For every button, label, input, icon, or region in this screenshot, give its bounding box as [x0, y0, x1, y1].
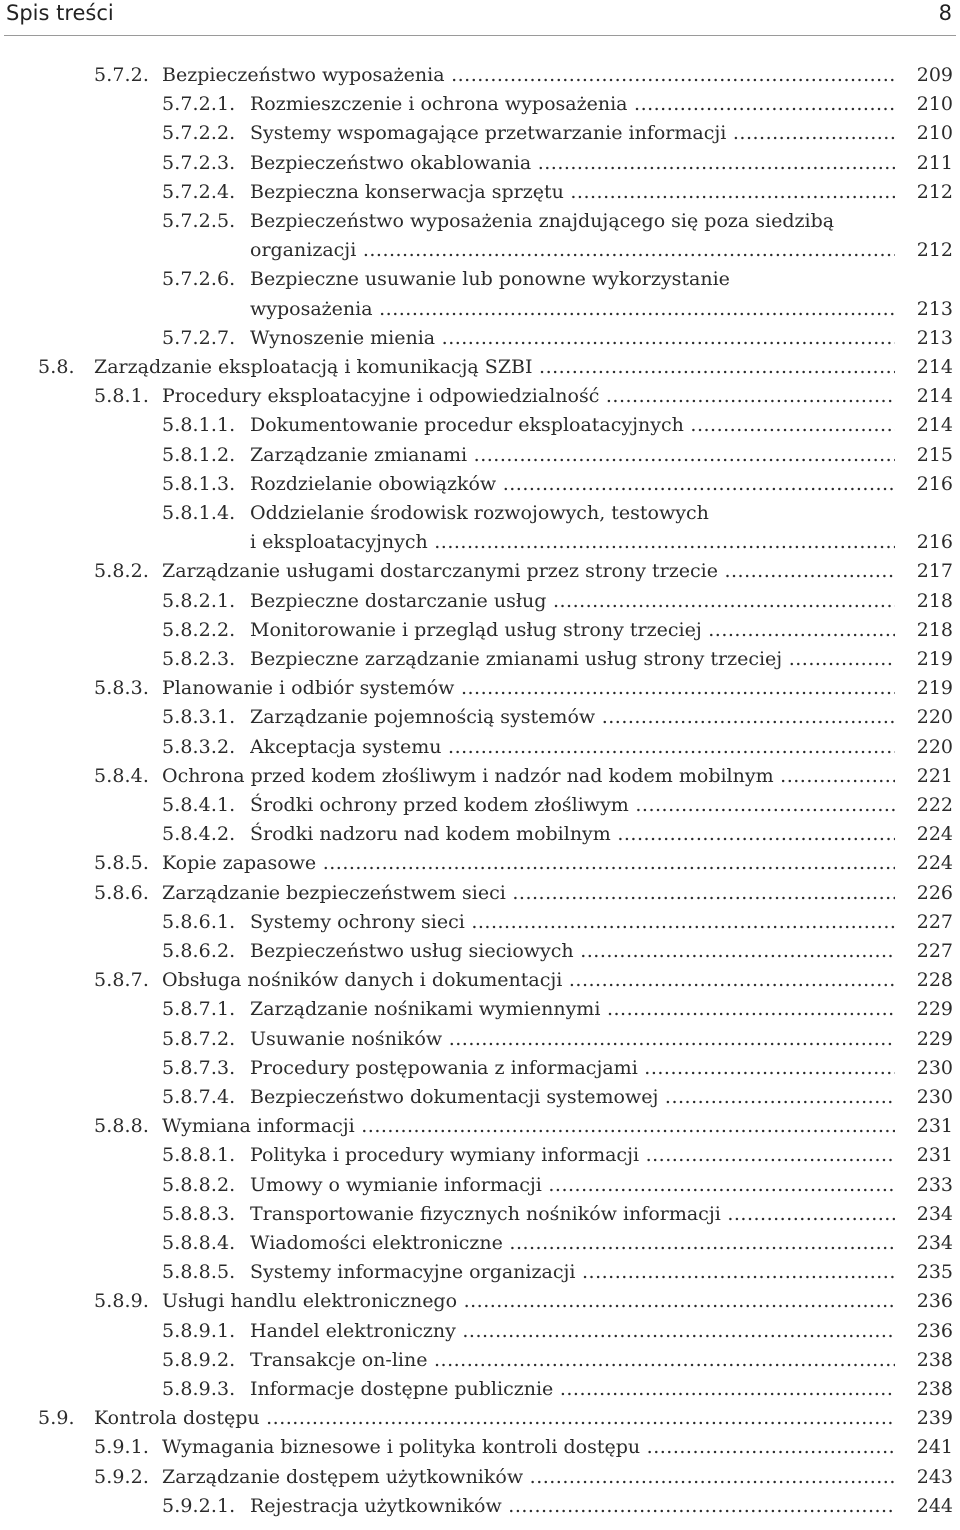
toc-entry-title: Transakcje on-line [250, 1348, 428, 1371]
toc-entry-number: 5.8.1.2. [162, 443, 236, 466]
toc-entry[interactable] [0, 265, 960, 294]
toc-entry-page: 224 [903, 849, 953, 878]
toc-entry-leader [250, 995, 895, 1024]
toc-entry-number: 5.8.7.4. [162, 1086, 236, 1108]
toc-entry-leader [250, 1141, 895, 1170]
toc-entry-page: 236 [903, 1287, 953, 1316]
toc-entry-title: Zarządzanie bezpieczeństwem sieci [162, 881, 506, 904]
toc-entry-number: 5.8.1.3. [162, 472, 236, 495]
toc-entry-leader [162, 879, 895, 908]
toc-entry-number: 5.8.1.1. [162, 414, 236, 437]
toc-entry-title: Akceptacja systemu [250, 735, 442, 758]
toc-entry-number: 5.9.2.1. [162, 1494, 236, 1517]
toc-entry-leader [162, 966, 895, 995]
toc-entry[interactable] [0, 119, 960, 148]
toc-entry[interactable] [0, 1463, 960, 1492]
toc-entry-leader [162, 762, 895, 791]
toc-entry-page: 238 [903, 1375, 953, 1404]
toc-entry-number: 5.8.6.2. [162, 940, 236, 962]
toc-entry-page: 231 [903, 1112, 953, 1141]
toc-entry-leader [250, 207, 834, 236]
toc-entry-title: Systemy ochrony sieci [250, 910, 465, 933]
toc-entry-number: 5.8.4. [94, 764, 149, 787]
toc-entry[interactable] [0, 382, 960, 411]
toc-entry-page: 220 [903, 733, 953, 762]
toc-entry-page: 210 [903, 90, 953, 119]
toc-entry-leader [162, 1112, 895, 1141]
toc-entry[interactable] [0, 178, 960, 207]
toc-entry-number: 5.8.2. [94, 560, 149, 583]
toc-entry-title: Bezpieczna konserwacja sprzętu [250, 180, 564, 203]
toc-entry[interactable] [0, 149, 960, 178]
toc-entry-page: 219 [903, 674, 953, 703]
toc-entry-title: Bezpieczeństwo wyposażenia [162, 64, 445, 86]
toc-entry-leader [250, 1346, 895, 1375]
toc-entry-number: 5.8.9.1. [162, 1319, 236, 1342]
toc-entry-page: 218 [903, 616, 953, 645]
toc-entry-page: 212 [903, 236, 953, 265]
toc-entry-page: 216 [903, 528, 953, 557]
toc-entry-number: 5.8.8. [94, 1115, 149, 1138]
toc-entry-title: i eksploatacyjnych [250, 531, 428, 554]
toc-entry-leader [250, 90, 895, 119]
toc-entry-page: 221 [903, 762, 953, 791]
toc-entry-leader [250, 1200, 895, 1229]
toc-entry-number: 5.7.2.3. [162, 151, 236, 174]
toc-entry-number: 5.7.2.2. [162, 122, 236, 145]
toc-entry[interactable] [0, 879, 960, 908]
toc-entry-title: Bezpieczne usuwanie lub ponowne wykorzystanie [250, 268, 730, 291]
toc-entry[interactable] [0, 470, 960, 499]
page-header [0, 0, 960, 36]
toc-entry-number: 5.8.4.1. [162, 794, 236, 816]
toc-entry-page: 243 [903, 1463, 953, 1492]
toc-entry-leader [250, 1083, 895, 1112]
toc-entry-leader [250, 528, 895, 557]
toc-entry[interactable] [0, 207, 960, 236]
toc-entry-number: 5.9.2. [94, 1465, 149, 1488]
toc-entry-number: 5.8.6. [94, 881, 149, 904]
toc-entry-leader [94, 1404, 895, 1433]
toc-entry[interactable] [0, 1375, 960, 1404]
toc-entry[interactable] [0, 1083, 960, 1112]
toc-entry-title: Procedury eksploatacyjne i odpowiedzialność [162, 385, 600, 408]
toc-entry[interactable] [0, 1346, 960, 1375]
toc-entry-page: 234 [903, 1200, 953, 1229]
toc-entry-page: 216 [903, 470, 953, 499]
toc-entry-title: Wynoszenie mienia [250, 326, 436, 349]
toc-entry-leader [250, 499, 709, 528]
toc-entry-leader [250, 265, 730, 294]
toc-entry-leader [250, 1229, 895, 1258]
toc-entry-leader [250, 1317, 895, 1346]
toc-entry-page: 214 [903, 382, 953, 411]
toc-entry-number: 5.8.8.5. [162, 1261, 236, 1284]
toc-entry-page: 222 [903, 791, 953, 820]
toc-entry-title: wyposażenia [250, 297, 373, 320]
toc-entry-number: 5.7.2.1. [162, 93, 236, 116]
toc-entry-title: Planowanie i odbiór systemów [162, 677, 455, 700]
toc-entry[interactable] [0, 966, 960, 995]
toc-entry-title: Kopie zapasowe [162, 852, 317, 875]
toc-entry-title: Rejestracja użytkowników [250, 1494, 502, 1517]
toc-entry-title: Usługi handlu elektronicznego [162, 1290, 458, 1313]
toc-entry-leader [250, 616, 895, 645]
toc-entry[interactable] [0, 1258, 960, 1287]
toc-entry-page: 227 [903, 908, 953, 937]
toc-entry-leader [250, 470, 895, 499]
toc-entry-number: 5.8.2.1. [162, 589, 236, 612]
toc-entry-title: Bezpieczeństwo okablowania [250, 151, 532, 174]
toc-entry[interactable] [0, 499, 960, 528]
toc-entry-page: 238 [903, 1346, 953, 1375]
toc-entry-leader [250, 324, 895, 353]
toc-entry[interactable] [0, 528, 960, 557]
toc-entry-page: 211 [903, 149, 953, 178]
toc-entry[interactable] [0, 587, 960, 616]
toc-entry-leader [250, 1171, 895, 1200]
toc-entry-number: 5.8.7.1. [162, 998, 236, 1021]
toc-entry-number: 5.8.1. [94, 385, 149, 408]
toc-entry-leader [250, 1025, 895, 1054]
toc-entry-page: 244 [903, 1492, 953, 1521]
toc-entry-page: 215 [903, 441, 953, 470]
toc-entry-title: Polityka i procedury wymiany informacji [250, 1144, 640, 1167]
toc-entry[interactable] [0, 441, 960, 470]
toc-entry-page: 226 [903, 879, 953, 908]
toc-entry[interactable] [0, 295, 960, 324]
toc-entry-number: 5.8.2.2. [162, 618, 236, 641]
toc-entry-leader [250, 791, 895, 820]
toc-entry-page: 220 [903, 703, 953, 732]
toc-entry-number: 5.8.4.2. [162, 823, 236, 846]
toc-entry-leader [162, 674, 895, 703]
toc-entry-leader [250, 908, 895, 937]
toc-entry-page: 209 [903, 61, 953, 90]
toc-entry[interactable] [0, 762, 960, 791]
toc-entry-leader [162, 1287, 895, 1316]
toc-entry-title: Zarządzanie eksploatacją i komunikacją SZBI [94, 356, 533, 378]
toc-entry[interactable] [0, 1200, 960, 1229]
toc-entry-leader [250, 645, 895, 674]
toc-entry-leader [162, 382, 895, 411]
toc-entry[interactable] [0, 703, 960, 732]
toc-entry[interactable] [0, 90, 960, 119]
toc-entry-leader [250, 1054, 895, 1083]
toc-entry-page: 213 [903, 324, 953, 353]
toc-entry-title: Bezpieczne dostarczanie usług [250, 589, 547, 612]
toc-entry-title: Systemy wspomagające przetwarzanie informacji [250, 122, 727, 145]
toc-entry[interactable] [0, 61, 960, 90]
toc-entry-page: 236 [903, 1317, 953, 1346]
toc-entry[interactable] [0, 1229, 960, 1258]
toc-entry-number: 5.8.8.3. [162, 1202, 236, 1225]
toc-entry-page: 227 [903, 937, 953, 966]
toc-entry-title: Dokumentowanie procedur eksploatacyjnych [250, 414, 684, 437]
toc-entry-page: 231 [903, 1141, 953, 1170]
toc-entry-number: 5.8.9. [94, 1290, 149, 1313]
toc-entry-page: 214 [903, 353, 953, 382]
toc-entry-leader [250, 587, 895, 616]
toc-entry-number: 5.8.3. [94, 677, 149, 700]
toc-entry[interactable] [0, 1317, 960, 1346]
toc-entry-page: 224 [903, 820, 953, 849]
toc-entry-title: Informacje dostępne publicznie [250, 1378, 554, 1400]
toc-entry-number: 5.7.2.6. [162, 268, 236, 291]
toc-entry[interactable] [0, 820, 960, 849]
toc-entry-number: 5.8.6.1. [162, 910, 236, 933]
toc-entry-leader [250, 1258, 895, 1287]
toc-entry-page: 230 [903, 1054, 953, 1083]
toc-entry-leader [250, 733, 895, 762]
toc-entry[interactable] [0, 1433, 960, 1462]
toc-entry-number: 5.8.7. [94, 969, 149, 992]
toc-entry-leader [250, 937, 895, 966]
toc-entry-title: Wiadomości elektroniczne [250, 1232, 503, 1254]
toc-entry-title: Zarządzanie zmianami [250, 443, 468, 466]
toc-entry-leader [250, 178, 895, 207]
header-divider [4, 35, 956, 36]
page-number: 8 [938, 1, 952, 25]
toc-entry[interactable] [0, 1025, 960, 1054]
toc-entry-title: Wymagania biznesowe i polityka kontroli dostępu [162, 1436, 641, 1459]
toc-entry-title: Bezpieczne zarządzanie zmianami usług strony trzeciej [250, 648, 783, 670]
toc-entry-leader [162, 849, 895, 878]
toc-entry-page: 212 [903, 178, 953, 207]
toc-entry-leader [250, 441, 895, 470]
toc-entry[interactable] [0, 324, 960, 353]
toc-entry-leader [162, 61, 895, 90]
toc-entry-number: 5.8.9.3. [162, 1378, 236, 1400]
toc-entry[interactable] [0, 849, 960, 878]
toc-entry-page: 230 [903, 1083, 953, 1112]
toc-entry-title: Zarządzanie usługami dostarczanymi przez strony trzecie [162, 560, 718, 583]
toc-entry-leader [250, 236, 895, 265]
toc-entry-number: 5.8.8.2. [162, 1173, 236, 1196]
toc-entry-title: Rozmieszczenie i ochrona wyposażenia [250, 93, 628, 116]
toc-entry-title: Transportowanie fizycznych nośników informacji [250, 1202, 721, 1225]
toc-entry-page: 229 [903, 1025, 953, 1054]
toc-entry-page: 229 [903, 995, 953, 1024]
toc-entry-title: Systemy informacyjne organizacji [250, 1261, 576, 1284]
toc-entry-page: 241 [903, 1433, 953, 1462]
toc-entry-number: 5.8.1.4. [162, 502, 236, 524]
toc-entry-number: 5.8.5. [94, 852, 149, 875]
toc-entry-leader [162, 557, 895, 586]
toc-entry-title: Usuwanie nośników [250, 1027, 443, 1050]
toc-entry-number: 5.8.3.1. [162, 706, 236, 729]
toc-entry-number: 5.9.1. [94, 1436, 149, 1459]
toc-entry-page: 239 [903, 1404, 953, 1433]
toc-entry-title: Procedury postępowania z informacjami [250, 1056, 638, 1079]
toc-entry[interactable] [0, 733, 960, 762]
toc-entry-number: 5.8.7.2. [162, 1027, 236, 1050]
toc-entry[interactable] [0, 353, 960, 382]
toc-entry[interactable] [0, 1404, 960, 1433]
toc-entry-title: Handel elektroniczny [250, 1319, 456, 1342]
toc-entry-title: Ochrona przed kodem złośliwym i nadzór nad kodem mobilnym [162, 764, 774, 787]
toc-entry-page: 210 [903, 119, 953, 148]
running-header-title: Spis treści [6, 1, 114, 25]
toc-entry-leader [250, 295, 895, 324]
toc-entry-page: 228 [903, 966, 953, 995]
toc-entry-title: Zarządzanie nośnikami wymiennymi [250, 998, 601, 1021]
toc-entry-title: Obsługa nośników danych i dokumentacji [162, 969, 563, 992]
toc-entry-page: 233 [903, 1171, 953, 1200]
toc-entry[interactable] [0, 645, 960, 674]
toc-entry-number: 5.7.2.7. [162, 326, 236, 349]
toc-entry[interactable] [0, 411, 960, 440]
toc-entry-page: 219 [903, 645, 953, 674]
toc-entry-number: 5.8.7.3. [162, 1056, 236, 1079]
toc-entry[interactable] [0, 557, 960, 586]
toc-entry-leader [250, 820, 895, 849]
toc-entry-title: Wymiana informacji [162, 1115, 355, 1138]
toc-entry-leader [250, 149, 895, 178]
toc-entry-number: 5.8.2.3. [162, 648, 236, 670]
toc-entry-number: 5.8.3.2. [162, 735, 236, 758]
toc-entry-page: 218 [903, 587, 953, 616]
toc-entry-title: Środki nadzoru nad kodem mobilnym [250, 823, 611, 846]
toc-entry[interactable] [0, 791, 960, 820]
toc-entry-leader [94, 353, 895, 382]
toc-entry-number: 5.8. [38, 356, 75, 378]
toc-entry-number: 5.9. [38, 1407, 75, 1430]
toc-entry-title: Bezpieczeństwo dokumentacji systemowej [250, 1086, 659, 1108]
toc-entry-number: 5.7.2. [94, 64, 149, 86]
toc-entry[interactable] [0, 1141, 960, 1170]
toc-entry-title: Środki ochrony przed kodem złośliwym [250, 794, 629, 816]
toc-entry-title: Kontrola dostępu [94, 1407, 260, 1430]
toc-entry[interactable] [0, 1112, 960, 1141]
toc-entry-title: Oddzielanie środowisk rozwojowych, testowych [250, 502, 709, 524]
toc-entry[interactable] [0, 236, 960, 265]
toc-entry-title: Bezpieczeństwo wyposażenia znajdującego się poza siedzibą [250, 210, 835, 232]
toc-entry-leader [250, 703, 895, 732]
toc-entry-leader [250, 411, 895, 440]
toc-entry-page: 217 [903, 557, 953, 586]
toc-entry[interactable] [0, 908, 960, 937]
toc-entry-number: 5.7.2.5. [162, 210, 236, 232]
toc-entry-leader [250, 119, 895, 148]
toc-entry[interactable] [0, 1054, 960, 1083]
toc-entry-leader [162, 1463, 895, 1492]
toc-entry-title: Monitorowanie i przegląd usług strony trzeciej [250, 618, 702, 641]
toc-entry-leader [162, 1433, 895, 1462]
toc-entry-title: Zarządzanie dostępem użytkowników [162, 1465, 524, 1488]
toc-entry-title: Rozdzielanie obowiązków [250, 472, 497, 495]
toc-entry-number: 5.8.9.2. [162, 1348, 236, 1371]
toc-entry-title: Umowy o wymianie informacji [250, 1173, 542, 1196]
toc-entry-title: Zarządzanie pojemnością systemów [250, 706, 596, 729]
toc-entry[interactable] [0, 1287, 960, 1316]
toc-entry[interactable] [0, 674, 960, 703]
toc-entry-number: 5.8.8.4. [162, 1232, 236, 1254]
toc-entry-leader [250, 1492, 895, 1521]
toc-entry-page: 235 [903, 1258, 953, 1287]
toc-entry-page: 214 [903, 411, 953, 440]
toc-entry[interactable] [0, 995, 960, 1024]
toc-entry-leader [250, 1375, 895, 1404]
toc-entry-page: 213 [903, 295, 953, 324]
toc-entry-number: 5.8.8.1. [162, 1144, 236, 1167]
toc-entry-title: organizacji [250, 239, 357, 262]
toc-entry-page: 234 [903, 1229, 953, 1258]
toc-entry-number: 5.7.2.4. [162, 180, 236, 203]
toc-entry-title: Bezpieczeństwo usług sieciowych [250, 940, 574, 962]
toc-entry[interactable] [0, 937, 960, 966]
toc-entry[interactable] [0, 616, 960, 645]
toc-entry[interactable] [0, 1492, 960, 1521]
toc-entry[interactable] [0, 1171, 960, 1200]
